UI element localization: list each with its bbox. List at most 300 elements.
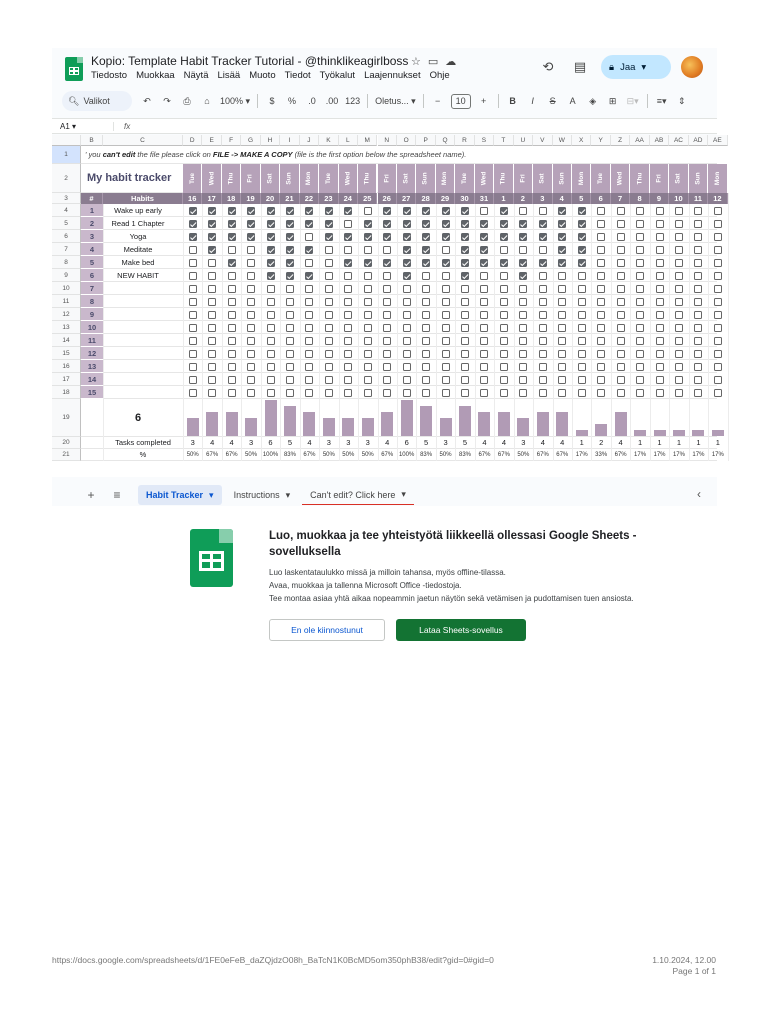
habit-checkbox[interactable] <box>500 272 508 280</box>
habit-checkbox[interactable] <box>558 298 566 306</box>
habit-checkbox[interactable] <box>383 285 391 293</box>
habit-checkbox[interactable] <box>228 285 236 293</box>
habit-checkbox[interactable] <box>597 324 605 332</box>
habit-checkbox[interactable] <box>422 259 430 267</box>
habit-checkbox[interactable] <box>228 389 236 397</box>
column-header[interactable]: Y <box>591 135 610 146</box>
habit-checkbox[interactable] <box>636 233 644 241</box>
habit-checkbox[interactable] <box>519 233 527 241</box>
habit-checkbox[interactable] <box>675 233 683 241</box>
plus-icon[interactable]: + <box>87 488 95 502</box>
habit-checkbox[interactable] <box>675 220 683 228</box>
habit-checkbox[interactable] <box>694 311 702 319</box>
comments-icon[interactable]: ▤ <box>573 59 587 74</box>
habit-checkbox[interactable] <box>461 246 469 254</box>
habit-checkbox[interactable] <box>578 376 586 384</box>
habit-checkbox[interactable] <box>403 246 411 254</box>
habit-checkbox[interactable] <box>480 337 488 345</box>
column-header[interactable]: Z <box>611 135 630 146</box>
row-header[interactable]: 11 <box>52 295 81 308</box>
habit-checkbox[interactable] <box>267 324 275 332</box>
habit-checkbox[interactable] <box>519 363 527 371</box>
habit-checkbox[interactable] <box>539 246 547 254</box>
habit-checkbox[interactable] <box>247 337 255 345</box>
habit-checkbox[interactable] <box>578 337 586 345</box>
habit-checkbox[interactable] <box>247 285 255 293</box>
habit-checkbox[interactable] <box>208 285 216 293</box>
habit-checkbox[interactable] <box>267 207 275 215</box>
habit-checkbox[interactable] <box>305 363 313 371</box>
habit-checkbox[interactable] <box>442 363 450 371</box>
menu-format[interactable]: Muoto <box>249 70 276 81</box>
habit-checkbox[interactable] <box>519 376 527 384</box>
habit-checkbox[interactable] <box>675 337 683 345</box>
habit-checkbox[interactable] <box>480 285 488 293</box>
habit-checkbox[interactable] <box>636 337 644 345</box>
habit-checkbox[interactable] <box>578 220 586 228</box>
habit-checkbox[interactable] <box>267 220 275 228</box>
habit-checkbox[interactable] <box>558 389 566 397</box>
habit-checkbox[interactable] <box>480 324 488 332</box>
habit-checkbox[interactable] <box>636 298 644 306</box>
habit-checkbox[interactable] <box>286 246 294 254</box>
habit-checkbox[interactable] <box>383 298 391 306</box>
habit-checkbox[interactable] <box>208 220 216 228</box>
column-header[interactable]: B <box>81 135 103 146</box>
habit-checkbox[interactable] <box>714 376 722 384</box>
habit-checkbox[interactable] <box>305 285 313 293</box>
habit-checkbox[interactable] <box>519 246 527 254</box>
horizontal-align-icon[interactable]: ≡▾ <box>656 95 667 106</box>
column-header[interactable]: X <box>572 135 591 146</box>
column-header[interactable]: S <box>475 135 494 146</box>
version-history-icon[interactable]: ⟲ <box>542 59 554 74</box>
column-header[interactable]: AA <box>630 135 649 146</box>
habit-checkbox[interactable] <box>617 233 625 241</box>
habit-checkbox[interactable] <box>286 220 294 228</box>
row-header[interactable]: 20 <box>52 437 81 449</box>
habit-checkbox[interactable] <box>403 337 411 345</box>
habit-checkbox[interactable] <box>228 233 236 241</box>
row-header[interactable]: 15 <box>52 347 81 360</box>
habit-checkbox[interactable] <box>558 285 566 293</box>
habit-checkbox[interactable] <box>325 259 333 267</box>
habit-checkbox[interactable] <box>656 220 664 228</box>
redo-icon[interactable]: ↷ <box>163 95 171 106</box>
habit-checkbox[interactable] <box>480 220 488 228</box>
habit-checkbox[interactable] <box>617 207 625 215</box>
habit-checkbox[interactable] <box>286 272 294 280</box>
habit-checkbox[interactable] <box>228 337 236 345</box>
habit-checkbox[interactable] <box>344 350 352 358</box>
habit-checkbox[interactable] <box>247 233 255 241</box>
habit-checkbox[interactable] <box>694 259 702 267</box>
habit-checkbox[interactable] <box>286 233 294 241</box>
habit-checkbox[interactable] <box>305 324 313 332</box>
habit-checkbox[interactable] <box>519 272 527 280</box>
habit-checkbox[interactable] <box>305 259 313 267</box>
habit-checkbox[interactable] <box>189 285 197 293</box>
habit-checkbox[interactable] <box>228 350 236 358</box>
row-header[interactable]: 5 <box>52 217 81 230</box>
habit-checkbox[interactable] <box>305 376 313 384</box>
habit-checkbox[interactable] <box>636 285 644 293</box>
habit-checkbox[interactable] <box>208 259 216 267</box>
habit-checkbox[interactable] <box>656 259 664 267</box>
habit-checkbox[interactable] <box>364 337 372 345</box>
row-header[interactable]: 9 <box>52 269 81 282</box>
habit-checkbox[interactable] <box>519 220 527 228</box>
habit-checkbox[interactable] <box>267 389 275 397</box>
habit-checkbox[interactable] <box>305 233 313 241</box>
habit-checkbox[interactable] <box>267 363 275 371</box>
habit-checkbox[interactable] <box>267 376 275 384</box>
habit-checkbox[interactable] <box>267 259 275 267</box>
habit-checkbox[interactable] <box>714 233 722 241</box>
row-header[interactable]: 1 <box>52 146 81 164</box>
percent-button[interactable]: % <box>288 96 297 106</box>
habit-checkbox[interactable] <box>189 337 197 345</box>
habit-checkbox[interactable] <box>597 337 605 345</box>
habit-checkbox[interactable] <box>442 337 450 345</box>
row-header[interactable]: 8 <box>52 256 81 269</box>
move-folder-icon[interactable]: ▭ <box>427 56 439 68</box>
menu-extensions[interactable]: Laajennukset <box>364 70 421 81</box>
habit-checkbox[interactable] <box>267 298 275 306</box>
habit-checkbox[interactable] <box>617 363 625 371</box>
habit-checkbox[interactable] <box>539 272 547 280</box>
habit-checkbox[interactable] <box>597 376 605 384</box>
habit-checkbox[interactable] <box>267 272 275 280</box>
habit-checkbox[interactable] <box>714 337 722 345</box>
habit-checkbox[interactable] <box>325 272 333 280</box>
habit-checkbox[interactable] <box>189 272 197 280</box>
menu-insert[interactable]: Lisää <box>217 70 241 81</box>
habit-checkbox[interactable] <box>228 207 236 215</box>
habit-checkbox[interactable] <box>247 220 255 228</box>
habit-checkbox[interactable] <box>247 298 255 306</box>
habit-checkbox[interactable] <box>189 246 197 254</box>
habit-checkbox[interactable] <box>344 233 352 241</box>
habit-checkbox[interactable] <box>636 311 644 319</box>
font-size-input[interactable]: 10 <box>451 94 471 109</box>
habit-checkbox[interactable] <box>500 389 508 397</box>
habit-checkbox[interactable] <box>403 389 411 397</box>
habit-checkbox[interactable] <box>442 298 450 306</box>
habit-checkbox[interactable] <box>597 311 605 319</box>
cloud-status-icon[interactable]: ☁ <box>445 56 457 68</box>
habit-checkbox[interactable] <box>675 285 683 293</box>
habit-checkbox[interactable] <box>675 298 683 306</box>
habit-checkbox[interactable] <box>656 389 664 397</box>
column-header[interactable]: P <box>416 135 435 146</box>
habit-checkbox[interactable] <box>578 324 586 332</box>
habit-checkbox[interactable] <box>539 350 547 358</box>
habit-checkbox[interactable] <box>597 233 605 241</box>
habit-checkbox[interactable] <box>422 363 430 371</box>
habit-checkbox[interactable] <box>189 207 197 215</box>
habit-checkbox[interactable] <box>267 337 275 345</box>
habit-checkbox[interactable] <box>578 233 586 241</box>
habit-checkbox[interactable] <box>539 376 547 384</box>
habit-checkbox[interactable] <box>344 311 352 319</box>
habit-checkbox[interactable] <box>675 389 683 397</box>
habit-checkbox[interactable] <box>500 324 508 332</box>
habit-checkbox[interactable] <box>189 363 197 371</box>
habit-checkbox[interactable] <box>675 363 683 371</box>
habit-checkbox[interactable] <box>714 220 722 228</box>
habit-checkbox[interactable] <box>597 220 605 228</box>
habit-checkbox[interactable] <box>383 311 391 319</box>
habit-checkbox[interactable] <box>597 272 605 280</box>
paint-format-icon[interactable]: ⌂ <box>204 96 210 106</box>
row-header[interactable]: 10 <box>52 282 81 295</box>
chevron-left-icon[interactable]: ‹ <box>697 487 701 501</box>
borders-icon[interactable]: ⊞ <box>608 95 617 106</box>
habit-checkbox[interactable] <box>228 311 236 319</box>
row-header[interactable]: 17 <box>52 373 81 386</box>
habit-checkbox[interactable] <box>442 233 450 241</box>
habit-checkbox[interactable] <box>480 350 488 358</box>
habit-checkbox[interactable] <box>636 324 644 332</box>
habit-checkbox[interactable] <box>636 207 644 215</box>
habit-checkbox[interactable] <box>461 337 469 345</box>
habit-checkbox[interactable] <box>422 311 430 319</box>
sheets-logo-icon[interactable] <box>65 57 83 81</box>
column-header[interactable]: AC <box>669 135 688 146</box>
habit-checkbox[interactable] <box>500 220 508 228</box>
habit-checkbox[interactable] <box>500 311 508 319</box>
habit-checkbox[interactable] <box>364 246 372 254</box>
habit-checkbox[interactable] <box>675 207 683 215</box>
font-size-increase-button[interactable]: + <box>481 96 487 106</box>
habit-checkbox[interactable] <box>364 376 372 384</box>
habit-checkbox[interactable] <box>500 207 508 215</box>
column-header[interactable]: AD <box>689 135 708 146</box>
habit-checkbox[interactable] <box>325 220 333 228</box>
habit-checkbox[interactable] <box>656 376 664 384</box>
menus-search[interactable] <box>62 91 132 111</box>
download-sheets-button[interactable]: Lataa Sheets-sovellus <box>396 619 526 641</box>
habit-checkbox[interactable] <box>558 311 566 319</box>
column-header[interactable]: J <box>300 135 319 146</box>
habit-checkbox[interactable] <box>617 246 625 254</box>
column-header[interactable]: H <box>261 135 280 146</box>
decrease-decimal-button[interactable]: .0 <box>308 96 316 106</box>
habit-checkbox[interactable] <box>344 285 352 293</box>
habit-checkbox[interactable] <box>461 311 469 319</box>
habit-checkbox[interactable] <box>403 233 411 241</box>
tab-habit-tracker[interactable] <box>138 485 222 505</box>
habit-checkbox[interactable] <box>442 272 450 280</box>
habit-checkbox[interactable] <box>617 376 625 384</box>
habit-checkbox[interactable] <box>442 376 450 384</box>
column-header[interactable]: E <box>202 135 221 146</box>
column-header[interactable]: C <box>103 135 183 146</box>
habit-checkbox[interactable] <box>383 233 391 241</box>
habit-checkbox[interactable] <box>578 207 586 215</box>
habit-checkbox[interactable] <box>208 363 216 371</box>
italic-button[interactable]: I <box>531 96 534 106</box>
habit-checkbox[interactable] <box>656 350 664 358</box>
habit-checkbox[interactable] <box>189 389 197 397</box>
habit-checkbox[interactable] <box>247 363 255 371</box>
habit-checkbox[interactable] <box>189 298 197 306</box>
habit-checkbox[interactable] <box>189 233 197 241</box>
name-box[interactable]: A1 ▾ <box>52 122 114 131</box>
habit-checkbox[interactable] <box>539 259 547 267</box>
habit-checkbox[interactable] <box>597 285 605 293</box>
habit-checkbox[interactable] <box>461 207 469 215</box>
habit-checkbox[interactable] <box>480 376 488 384</box>
habit-checkbox[interactable] <box>617 311 625 319</box>
habit-checkbox[interactable] <box>422 376 430 384</box>
habit-checkbox[interactable] <box>539 220 547 228</box>
column-header[interactable]: N <box>378 135 397 146</box>
vertical-align-icon[interactable]: ⇕ <box>677 95 686 106</box>
habit-checkbox[interactable] <box>422 246 430 254</box>
habit-checkbox[interactable] <box>422 220 430 228</box>
habit-checkbox[interactable] <box>442 259 450 267</box>
habit-checkbox[interactable] <box>344 376 352 384</box>
habit-checkbox[interactable] <box>344 363 352 371</box>
habit-checkbox[interactable] <box>461 389 469 397</box>
habit-checkbox[interactable] <box>539 337 547 345</box>
habit-checkbox[interactable] <box>480 272 488 280</box>
habit-checkbox[interactable] <box>558 207 566 215</box>
habit-checkbox[interactable] <box>305 246 313 254</box>
column-header[interactable]: V <box>533 135 552 146</box>
habit-checkbox[interactable] <box>403 259 411 267</box>
undo-icon[interactable]: ↶ <box>143 95 151 106</box>
strikethrough-button[interactable]: S <box>549 96 556 106</box>
habit-checkbox[interactable] <box>247 272 255 280</box>
habit-checkbox[interactable] <box>325 337 333 345</box>
habit-checkbox[interactable] <box>403 311 411 319</box>
habit-checkbox[interactable] <box>325 285 333 293</box>
habit-checkbox[interactable] <box>267 246 275 254</box>
habit-checkbox[interactable] <box>286 324 294 332</box>
habit-checkbox[interactable] <box>558 350 566 358</box>
currency-button[interactable]: $ <box>269 96 275 106</box>
habit-checkbox[interactable] <box>208 207 216 215</box>
habit-checkbox[interactable] <box>461 285 469 293</box>
habit-checkbox[interactable] <box>636 389 644 397</box>
habit-checkbox[interactable] <box>383 220 391 228</box>
habit-checkbox[interactable] <box>694 363 702 371</box>
habit-checkbox[interactable] <box>228 376 236 384</box>
habit-checkbox[interactable] <box>578 389 586 397</box>
column-header[interactable]: AE <box>708 135 727 146</box>
menu-file[interactable]: Tiedosto <box>91 70 128 81</box>
habit-checkbox[interactable] <box>656 272 664 280</box>
habit-checkbox[interactable] <box>208 272 216 280</box>
habit-checkbox[interactable] <box>305 298 313 306</box>
habit-checkbox[interactable] <box>325 324 333 332</box>
habit-checkbox[interactable] <box>364 220 372 228</box>
habit-checkbox[interactable] <box>344 298 352 306</box>
habit-checkbox[interactable] <box>325 311 333 319</box>
habit-checkbox[interactable] <box>539 311 547 319</box>
habit-checkbox[interactable] <box>578 259 586 267</box>
habit-checkbox[interactable] <box>675 311 683 319</box>
habit-checkbox[interactable] <box>714 350 722 358</box>
habit-checkbox[interactable] <box>636 246 644 254</box>
habit-checkbox[interactable] <box>597 207 605 215</box>
habit-checkbox[interactable] <box>656 311 664 319</box>
habit-checkbox[interactable] <box>189 350 197 358</box>
row-header[interactable]: 14 <box>52 334 81 347</box>
habit-checkbox[interactable] <box>656 324 664 332</box>
column-header[interactable]: R <box>455 135 474 146</box>
habit-checkbox[interactable] <box>597 259 605 267</box>
habit-checkbox[interactable] <box>383 207 391 215</box>
habit-checkbox[interactable] <box>228 220 236 228</box>
habit-checkbox[interactable] <box>656 207 664 215</box>
habit-checkbox[interactable] <box>694 285 702 293</box>
habit-checkbox[interactable] <box>597 389 605 397</box>
habit-checkbox[interactable] <box>442 389 450 397</box>
habit-checkbox[interactable] <box>480 233 488 241</box>
habit-checkbox[interactable] <box>675 259 683 267</box>
habit-checkbox[interactable] <box>461 350 469 358</box>
tab-cant-edit[interactable] <box>302 485 414 505</box>
habit-checkbox[interactable] <box>500 259 508 267</box>
habit-checkbox[interactable] <box>364 259 372 267</box>
habit-checkbox[interactable] <box>714 363 722 371</box>
habit-checkbox[interactable] <box>364 233 372 241</box>
habit-checkbox[interactable] <box>383 246 391 254</box>
habit-checkbox[interactable] <box>558 233 566 241</box>
habit-checkbox[interactable] <box>480 298 488 306</box>
habit-checkbox[interactable] <box>617 389 625 397</box>
habit-checkbox[interactable] <box>519 324 527 332</box>
habit-checkbox[interactable] <box>442 207 450 215</box>
habit-checkbox[interactable] <box>403 376 411 384</box>
habit-checkbox[interactable] <box>403 272 411 280</box>
menu-view[interactable]: Näytä <box>183 70 209 81</box>
habit-checkbox[interactable] <box>694 337 702 345</box>
habit-checkbox[interactable] <box>617 272 625 280</box>
column-header[interactable]: W <box>553 135 572 146</box>
habit-checkbox[interactable] <box>247 324 255 332</box>
habit-checkbox[interactable] <box>344 389 352 397</box>
habit-checkbox[interactable] <box>617 337 625 345</box>
habit-checkbox[interactable] <box>617 285 625 293</box>
habit-checkbox[interactable] <box>597 298 605 306</box>
habit-checkbox[interactable] <box>325 350 333 358</box>
habit-checkbox[interactable] <box>578 350 586 358</box>
habit-checkbox[interactable] <box>286 350 294 358</box>
habit-checkbox[interactable] <box>325 207 333 215</box>
habit-checkbox[interactable] <box>383 389 391 397</box>
habit-checkbox[interactable] <box>403 363 411 371</box>
habit-checkbox[interactable] <box>267 311 275 319</box>
habit-checkbox[interactable] <box>519 389 527 397</box>
menu-tools[interactable]: Työkalut <box>319 70 356 81</box>
habit-checkbox[interactable] <box>675 376 683 384</box>
habit-checkbox[interactable] <box>714 298 722 306</box>
habit-checkbox[interactable] <box>247 376 255 384</box>
habit-checkbox[interactable] <box>694 389 702 397</box>
habit-checkbox[interactable] <box>539 285 547 293</box>
habit-checkbox[interactable] <box>305 389 313 397</box>
habit-checkbox[interactable] <box>442 350 450 358</box>
habit-checkbox[interactable] <box>286 337 294 345</box>
habit-checkbox[interactable] <box>636 220 644 228</box>
habit-checkbox[interactable] <box>422 389 430 397</box>
row-header[interactable]: 21 <box>52 449 81 461</box>
